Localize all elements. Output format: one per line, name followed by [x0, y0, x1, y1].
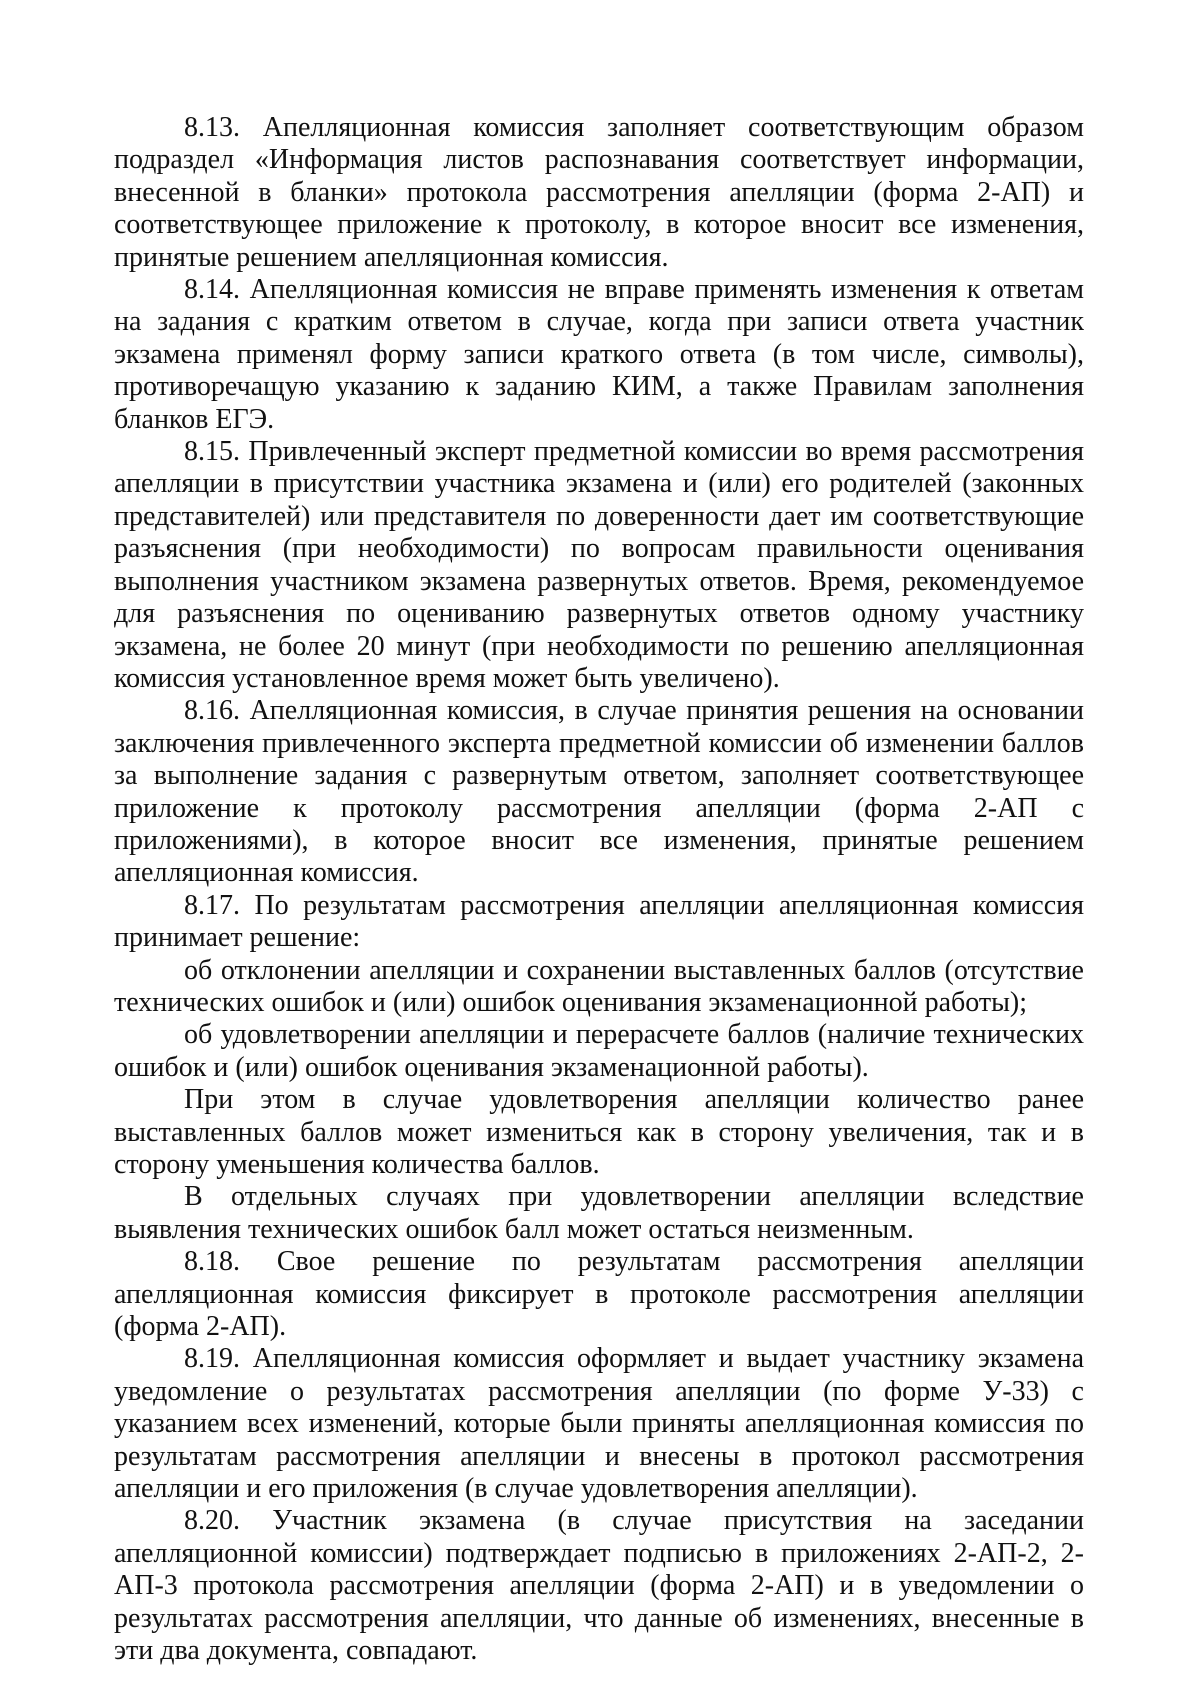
paragraph-8-17: 8.17. По результатам рассмотрения апелляции апелляционная комиссия принимает решение: — [114, 889, 1084, 954]
paragraph-8-20: 8.20. Участник экзамена (в случае присутствия на заседании апелляционной комиссии) подтверждает подписью в приложениях 2-АП-2, 2-АП-3 протокола рассмотрения апелляции (форма 2-АП) и в уведомлении о результатах рассмотрения апелляции, что данные об изменениях, внесенные в эти два документа, совпадают. — [114, 1505, 1084, 1667]
paragraph-8-16: 8.16. Апелляционная комиссия, в случае принятия решения на основании заключения привлеченного эксперта предметной комиссии об изменении баллов за выполнение задания с развернутым ответом, заполняет соответствующее приложение к протоколу рассмотрения апелляции (форма 2-АП с приложениями), в которое вносит все изменения, принятые решением апелляционная комиссия. — [114, 695, 1084, 889]
paragraph-8-15: 8.15. Привлеченный эксперт предметной комиссии во время рассмотрения апелляции в присутствии участника экзамена и (или) его родителей (законных представителей) или представителя по доверенности дает им соответствующие разъяснения (при необходимости) по вопросам правильности оценивания выполнения участником экзамена развернутых ответов. Время, рекомендуемое для разъяснения по оцениванию развернутых ответов одному участнику экзамена, не более 20 минут (при необходимости по решению апелляционная комиссия установленное время может быть увеличено). — [114, 436, 1084, 694]
paragraph-8-13: 8.13. Апелляционная комиссия заполняет соответствующим образом подраздел «Информация листов распознавания соответствует информации, внесенной в бланки» протокола рассмотрения апелляции (форма 2-АП) и соответствующее приложение к протоколу, в которое вносит все изменения, принятые решением апелляционная комиссия. — [114, 112, 1084, 273]
paragraph-8-18: 8.18. Свое решение по результатам рассмотрения апелляции апелляционная комиссия фиксирует в протоколе рассмотрения апелляции (форма 2-АП). — [114, 1246, 1084, 1343]
paragraph-8-14: 8.14. Апелляционная комиссия не вправе применять изменения к ответам на задания с кратким ответом в случае, когда при записи ответа участник экзамена применял форму записи краткого ответа (в том числе, символы), противоречащую указанию к заданию КИМ, а также Правилам заполнения бланков ЕГЭ. — [114, 274, 1084, 435]
paragraph-8-19: 8.19. Апелляционная комиссия оформляет и выдает участнику экзамена уведомление о результатах рассмотрения апелляции (по форме У-33) с указанием всех изменений, которые были приняты апелляционная комиссия по результатам рассмотрения апелляции и внесены в протокол рассмотрения апелляции и его приложения (в случае удовлетворения апелляции). — [114, 1343, 1084, 1505]
paragraph-decision-accept: об удовлетворении апелляции и перерасчете баллов (наличие технических ошибок и (или) ошибок оценивания экзаменационной работы). — [114, 1019, 1084, 1083]
paragraph-score-unchanged: В отдельных случаях при удовлетворении апелляции вследствие выявления технических ошибок балл может остаться неизменным. — [114, 1181, 1084, 1245]
document-page — [114, 112, 1084, 1668]
paragraph-decision-reject: об отклонении апелляции и сохранении выставленных баллов (отсутствие технических ошибок и (или) ошибок оценивания экзаменационной работы); — [114, 954, 1084, 1018]
paragraph-score-change: При этом в случае удовлетворения апелляции количество ранее выставленных баллов может измениться как в сторону увеличения, так и в сторону уменьшения количества баллов. — [114, 1084, 1084, 1180]
